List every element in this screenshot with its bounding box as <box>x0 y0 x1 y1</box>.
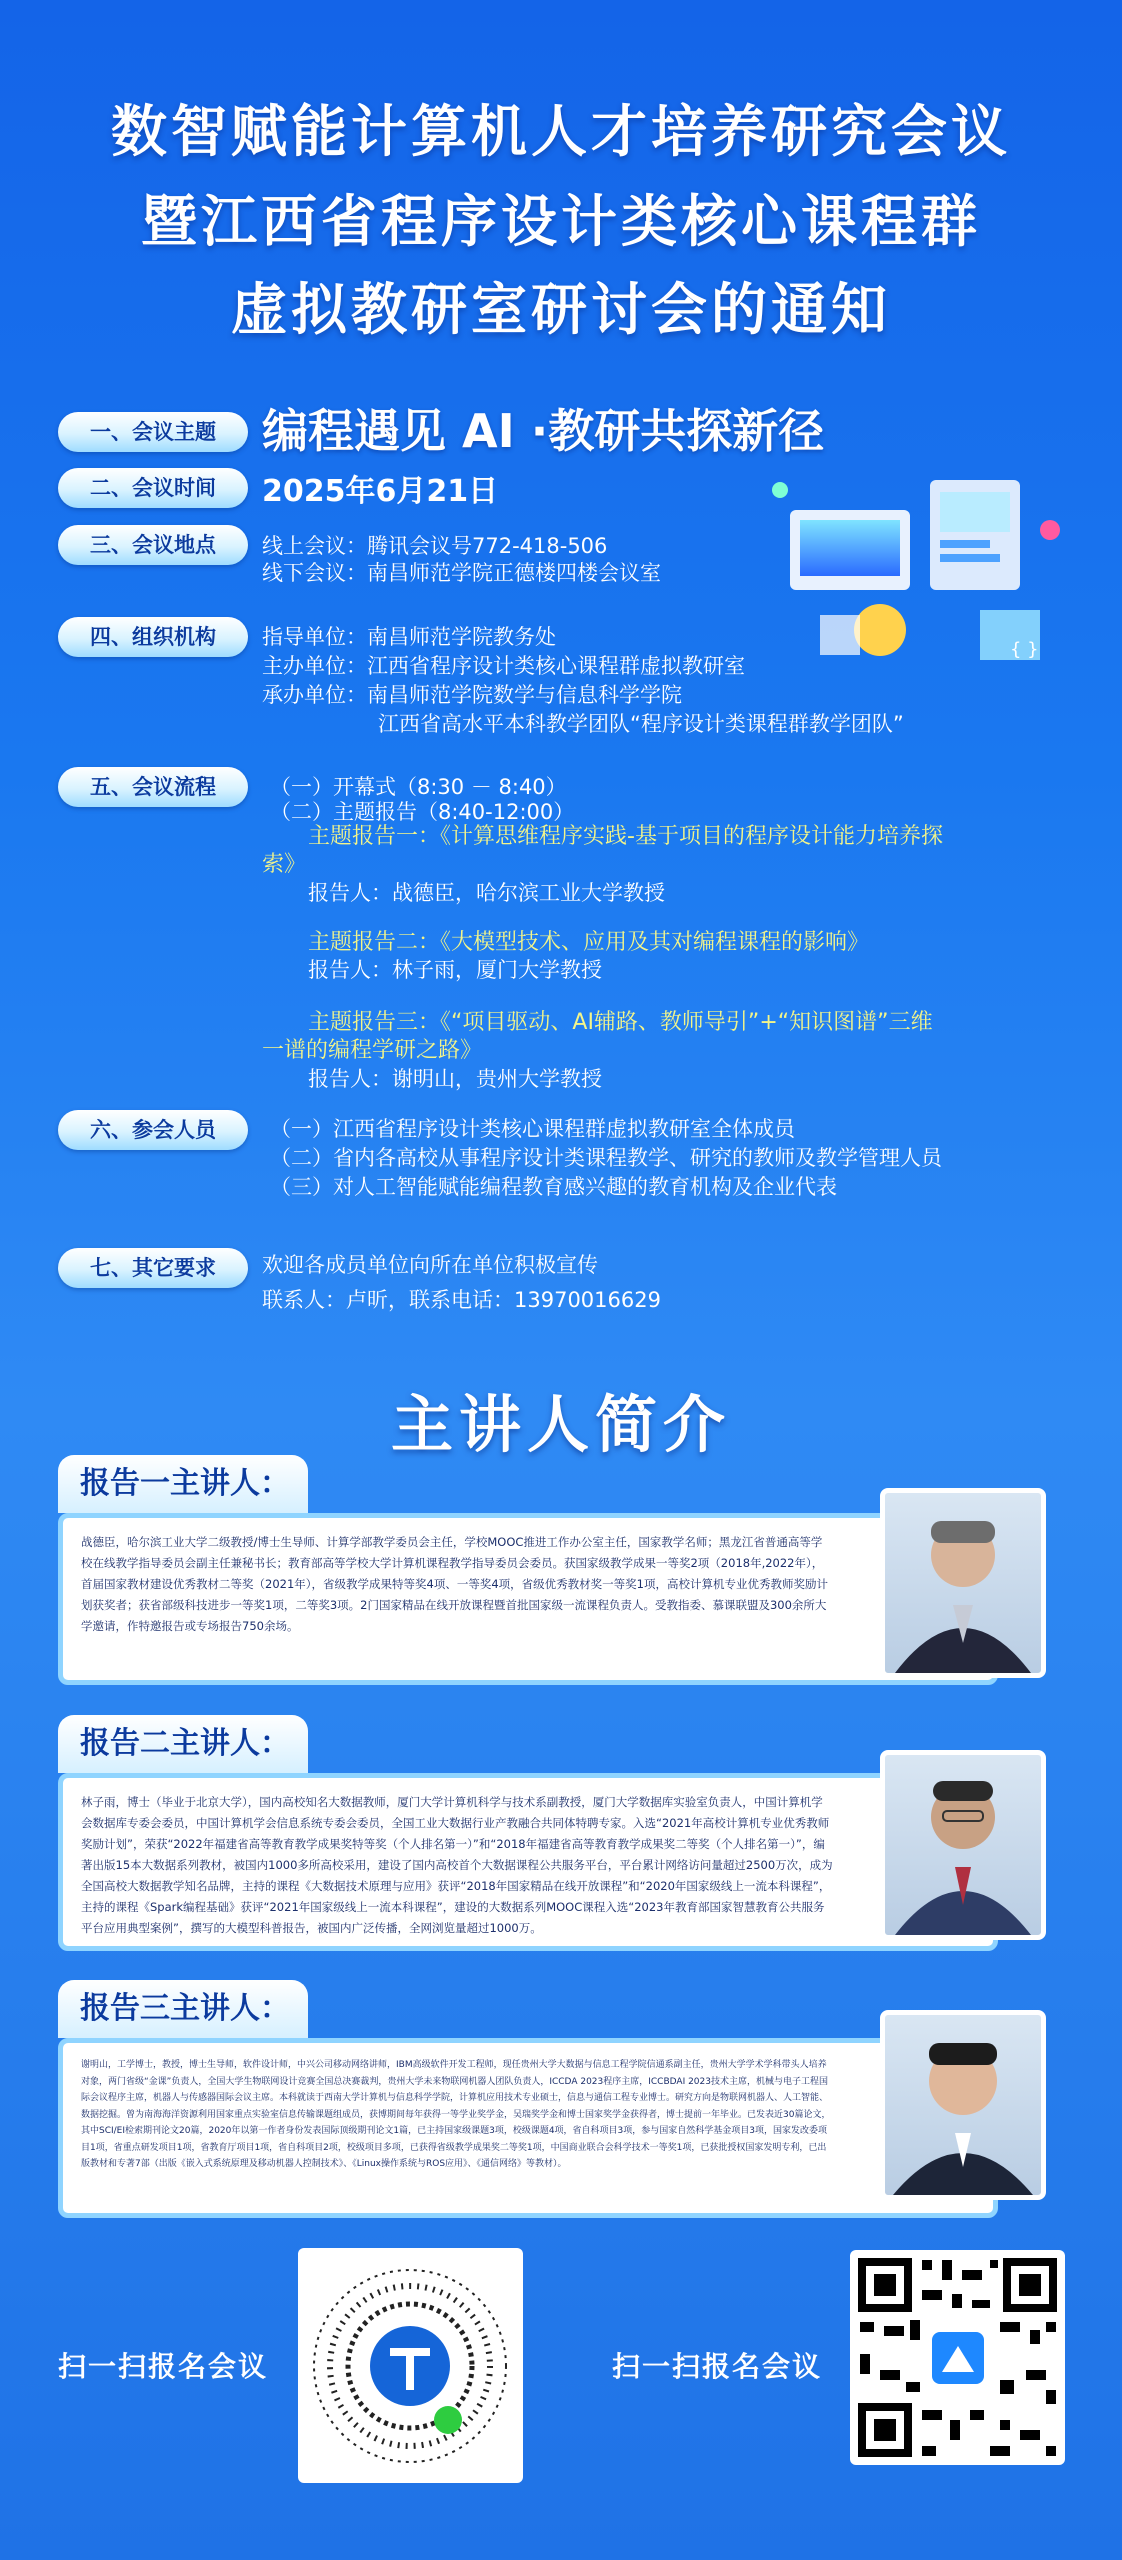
report-3-title: 主题报告三：《“项目驱动、AI辅路、教师导引”+“知识图谱”三维 <box>308 1010 933 1035</box>
qr-pattern-icon <box>850 2250 1065 2465</box>
speaker-1-photo <box>880 1488 1046 1678</box>
speaker-3-tab: 报告三主讲人： <box>58 1980 308 2038</box>
report-3-title-cont: 一谱的编程学研之路》 <box>262 1038 483 1063</box>
speaker-3-photo <box>880 2010 1046 2200</box>
svg-text:{ }: { } <box>1010 639 1039 660</box>
person-icon <box>885 1755 1041 1935</box>
other-line-1: 欢迎各成员单位向所在单位积极宣传 <box>262 1253 598 1277</box>
org-organizer: 承办单位：南昌师范学院数学与信息科学学院 <box>262 683 682 707</box>
participants-3: （三）对人工智能赋能编程教育感兴趣的教育机构及企业代表 <box>270 1175 837 1199</box>
location-offline: 线下会议：南昌师范学院正德楼四楼会议室 <box>262 561 661 585</box>
agenda-reports: （二）主题报告（8:40-12:00） <box>270 800 575 824</box>
qr-pattern-icon <box>298 2248 523 2483</box>
org-host: 主办单位：江西省程序设计类核心课程群虚拟教研室 <box>262 654 745 678</box>
person-icon <box>885 2015 1041 2195</box>
section-label-theme: 一、会议主题 <box>58 412 248 452</box>
scan-label-left: 扫一扫报名会议 <box>58 2350 269 2383</box>
participants-1: （一）江西省程序设计类核心课程群虚拟教研室全体成员 <box>270 1117 795 1141</box>
speaker-1-bio: 战德臣，哈尔滨工业大学二级教授/博士生导师、计算学部教学委员会主任，学校MOOC推进工作办公室主任，国家教学名师；黑龙江省普通高等学校在线教学指导委员会副主任兼秘书长；教育部高等学校大学计算机课程教学指导委员会委员。获国家级教学成果一等奖2项（2018年,2022年），首届国家教材建设优秀教材二等奖（2021年），省级教学成果特等奖4项、一等奖4项，省级优秀教材奖一等奖1项，高校计算机专业优秀教师奖励计划获奖者；获省部级科技进步一等奖1项，二等奖3项。2门国家精品在线开放课程暨首批国家级一流课程负责人。受教指委、慕课联盟及300余所大学邀请，作特邀报告或专场报告750余场。 <box>58 1513 998 1685</box>
tech-illustration <box>760 450 1090 680</box>
speaker-1-tab: 报告一主讲人： <box>58 1455 308 1513</box>
speaker-2-tab: 报告二主讲人： <box>58 1715 308 1773</box>
scan-label-right: 扫一扫报名会议 <box>612 2350 823 2383</box>
speakers-heading: 主讲人简介 <box>390 1388 731 1461</box>
report-2-speaker: 报告人：林子雨，厦门大学教授 <box>308 958 602 982</box>
section-label-time: 二、会议时间 <box>58 468 248 508</box>
section-label-participants: 六、参会人员 <box>58 1110 248 1150</box>
registration-qr-code[interactable] <box>850 2250 1065 2465</box>
participants-2: （二）省内各高校从事程序设计类课程教学、研究的教师及教学管理人员 <box>270 1146 942 1170</box>
title-line-3: 虚拟教研室研讨会的通知 <box>231 278 891 343</box>
report-2-title: 主题报告二：《大模型技术、应用及其对编程课程的影响》 <box>308 930 870 955</box>
other-contact: 联系人：卢昕，联系电话：13970016629 <box>262 1288 661 1312</box>
mini-program-qr-code[interactable] <box>298 2248 523 2483</box>
title-line-1: 数智赋能计算机人才培养研究会议 <box>111 100 1011 165</box>
agenda-opening: （一）开幕式（8:30 － 8:40） <box>270 775 567 799</box>
location-online: 线上会议：腾讯会议号772-418-506 <box>262 534 608 558</box>
org-organizer-team: 江西省高水平本科教学团队“程序设计类课程群教学团队” <box>378 712 904 736</box>
report-1-speaker: 报告人：战德臣，哈尔滨工业大学教授 <box>308 881 665 905</box>
report-1-title: 主题报告一：《计算思维程序实践-基于项目的程序设计能力培养探 <box>308 824 943 849</box>
speaker-2-bio: 林子雨，博士（毕业于北京大学），国内高校知名大数据教师，厦门大学计算机科学与技术系副教授，厦门大学数据库实验室负责人，中国计算机学会数据库专委会委员，中国计算机学会信息系统专委会委员，全国工业大数据行业产教融合共同体特聘专家。入选“2021年高校计算机专业优秀教师奖励计划”，荣获“2022年福建省高等教育教学成果奖特等奖（个人排名第一）”和“2018年福建省高等教育教学成果奖二等奖（个人排名第一）”，编著出版15本大数据系列教材，被国内1000多所高校采用，建设了国内高校首个大数据课程公共服务平台，平台累计网络访问量超过2500万次，成为全国高校大数据教学知名品牌，主持的课程《大数据技术原理与应用》获评“2018年国家精品在线开放课程”和“2020年国家级线上一流本科课程”，主持的课程《Spark编程基础》获评“2021年国家级线上一流本科课程”，建设的大数据系列MOOC课程入选“2023年教育部国家智慧教育公共服务平台应用典型案例”，撰写的大模型科普报告，被国内广泛传播，全网浏览量超过1000万。 <box>58 1773 998 1951</box>
section-label-agenda: 五、会议流程 <box>58 767 248 807</box>
report-1-title-cont: 索》 <box>262 852 307 877</box>
meeting-theme: 编程遇见 AI ·教研共探新径 <box>262 404 825 458</box>
org-guide: 指导单位：南昌师范学院教务处 <box>262 625 556 649</box>
speaker-3-bio: 谢明山，工学博士，教授，博士生导师，软件设计师，中兴公司移动网络讲师，IBM高级软件开发工程师，现任贵州大学大数据与信息工程学院信通系副主任，贵州大学学术学科带头人培养对象，两门省级“金课”负责人，全国大学生物联网设计竞赛全国总决赛裁判，贵州大学未来物联网机器人团队负责人，ICCDA 2023程序主席，ICCBDAI 2023技术主席，机械与电子工程国际会议程序主席，机器人与传感器国际会议主席。本科就读于西南大学计算机与信息科学学院，计算机应用技术专业硕士，信息与通信工程专业博士。研究方向是物联网机器人、人工智能、数据挖掘。曾为南海海洋资源利用国家重点实验室信息传输课题组成员，获博期间每年获得一等学业奖学金，吴瑞奖学金和博士国家奖学金获得者，博士提前一年毕业。已发表近30篇论文，其中SCI/EI检索期刊论文20篇，2020年以第一作者身份发表国际顶级期刊论文1篇，已主持国家级课题3项，校级课题4项，省自科项目3项，参与国家自然科学基金项目3项，国家发改委项目1项，省重点研发项目1项，省教育厅项目1项，省自科项目2项，校级项目多项，已获得省级教学成果奖二等奖1项，中国商业联合会科学技术一等奖1项，已获批授权国家发明专利，已出版教材和专著7部（出版《嵌入式系统原理及移动机器人控制技术》、《Linux操作系统与ROS应用》、《通信网络》等教材）。 <box>58 2038 998 2218</box>
speaker-2-photo <box>880 1750 1046 1940</box>
section-label-organization: 四、组织机构 <box>58 617 248 657</box>
report-3-speaker: 报告人：谢明山，贵州大学教授 <box>308 1067 602 1091</box>
person-icon <box>885 1493 1041 1673</box>
meeting-date: 2025年6月21日 <box>262 474 499 509</box>
section-label-location: 三、会议地点 <box>58 525 248 565</box>
title-line-2: 暨江西省程序设计类核心课程群 <box>141 190 981 255</box>
section-label-other: 七、其它要求 <box>58 1248 248 1288</box>
